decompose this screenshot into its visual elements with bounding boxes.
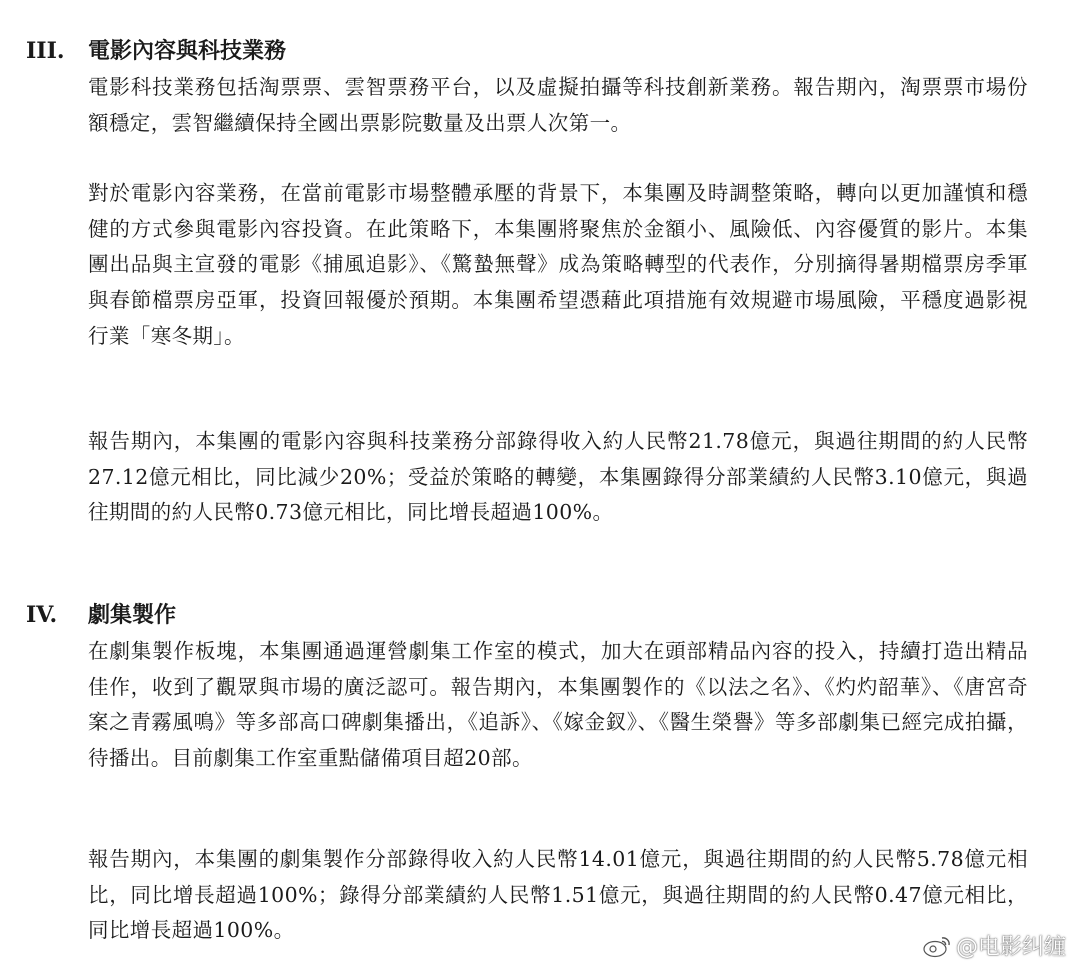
paragraph-film-content: 對於電影內容業務，在當前電影市場整體承壓的背景下，本集團及時調整策略，轉向以更加謹慎和穩健的方式參與電影內容投資。在此策略下，本集團將聚焦於金額小、風險低、內容優質的影片。本集團出品與主宣發的電影《捕風追影》、《驚蟄無聲》成為策略轉型的代表作，分別摘得暑期檔票房季軍與春節檔票房亞軍，投資回報優於預期。本集團希望憑藉此項措施有效規避市場風險，平穩度過影視行業「寒冬期」。	[88, 181, 1028, 348]
section-number: IV.	[26, 602, 58, 628]
section-number: III.	[26, 38, 65, 64]
weibo-logo-icon	[922, 934, 952, 958]
watermark-text: @电影纠缠	[955, 935, 1066, 960]
paragraph-film-tech: 電影科技業務包括淘票票、雲智票務平台，以及虛擬拍攝等科技創新業務。報告期內，淘票票市場份額穩定，雲智繼續保持全國出票影院數量及出票人次第一。	[88, 75, 1028, 135]
section-heading-iv	[26, 600, 176, 630]
paragraph-drama-results: 報告期內，本集團的劇集製作分部錄得收入約人民幣14.01億元，與過往期間的約人民幣5.78億元相比，同比增長超過100%；錄得分部業績約人民幣1.51億元，與過往期間的約人民幣0.47億元相比，同比增長超過100%。	[88, 847, 1028, 943]
paragraph-film-results: 報告期內，本集團的電影內容與科技業務分部錄得收入約人民幣21.78億元，與過往期間的約人民幣27.12億元相比，同比減少20%；受益於策略的轉變，本集團錄得分部業績約人民幣3.10億元，與過往期間的約人民幣0.73億元相比，同比增長超過100%。	[88, 429, 1028, 525]
section-heading-iii	[26, 36, 286, 66]
watermark	[922, 930, 1066, 961]
paragraph-drama-production: 在劇集製作板塊，本集團通過運營劇集工作室的模式，加大在頭部精品內容的投入，持續打造出精品佳作，收到了觀眾與市場的廣泛認可。報告期內，本集團製作的《以法之名》、《灼灼韶華》、《唐宮奇案之青霧風鳴》等多部高口碑劇集播出，《追訴》、《嫁金釵》、《醫生榮譽》等多部劇集已經完成拍攝，待播出。目前劇集工作室重點儲備項目超20部。	[88, 639, 1028, 771]
section-title: 電影內容與科技業務	[88, 38, 287, 64]
section-title: 劇集製作	[88, 602, 177, 628]
